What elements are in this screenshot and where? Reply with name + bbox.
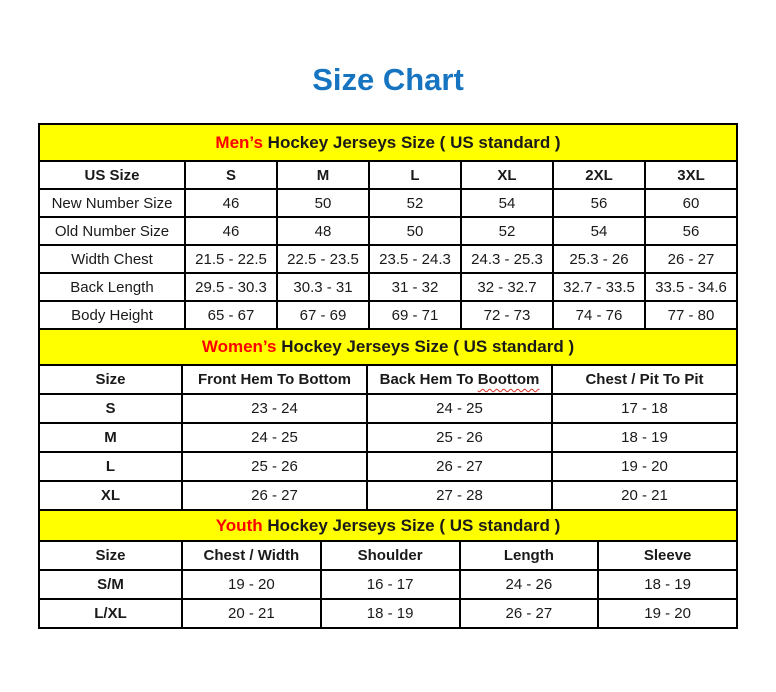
table-row [39,217,737,245]
table-cell: 48 [277,217,369,245]
column-header-cell: Length [460,541,599,570]
table-cell: 56 [553,189,645,217]
table-cell: 69 - 71 [369,301,461,329]
mens-banner-highlight: Men’s [215,133,263,152]
table-cell: L/XL [39,599,182,628]
table-cell: 32 - 32.7 [461,273,553,301]
column-header-cell: Front Hem To Bottom [182,365,367,394]
womens-section-banner [38,328,738,366]
table-cell: 50 [277,189,369,217]
table-cell: 65 - 67 [185,301,277,329]
table-row [39,245,737,273]
youth-banner-highlight: Youth [215,516,263,535]
table-cell: 19 - 20 [182,570,321,599]
table-cell: S/M [39,570,182,599]
table-cell: 24.3 - 25.3 [461,245,553,273]
table-row [39,452,737,481]
table-cell: Back Length [39,273,185,301]
table-cell: 46 [185,217,277,245]
column-header-cell: US Size [39,161,185,189]
table-cell: 24 - 26 [460,570,599,599]
table-cell: XL [39,481,182,510]
table-cell: 33.5 - 34.6 [645,273,737,301]
column-header-cell: Chest / Width [182,541,321,570]
womens-size-table [38,364,738,511]
table-cell: S [39,394,182,423]
table-cell: 30.3 - 31 [277,273,369,301]
column-header-cell: Size [39,365,182,394]
table-cell: 20 - 21 [182,599,321,628]
column-header-cell: S [185,161,277,189]
table-cell: Width Chest [39,245,185,273]
table-cell: 16 - 17 [321,570,460,599]
table-row [39,394,737,423]
table-cell: 26 - 27 [182,481,367,510]
table-cell: 27 - 28 [367,481,552,510]
table-cell: 18 - 19 [321,599,460,628]
table-cell: 31 - 32 [369,273,461,301]
table-cell: 21.5 - 22.5 [185,245,277,273]
column-header-cell: L [369,161,461,189]
table-header-row [39,365,737,394]
table-cell: 20 - 21 [552,481,737,510]
table-cell: 24 - 25 [182,423,367,452]
table-cell: 52 [461,217,553,245]
table-header-row [39,541,737,570]
table-cell: 54 [553,217,645,245]
table-cell: 22.5 - 23.5 [277,245,369,273]
column-header-cell: 3XL [645,161,737,189]
table-cell: 32.7 - 33.5 [553,273,645,301]
table-cell: 26 - 27 [460,599,599,628]
misspelled-word: Boottom [477,371,540,388]
column-header-cell: M [277,161,369,189]
table-cell: 24 - 25 [367,394,552,423]
table-cell: 26 - 27 [367,452,552,481]
column-header-cell: Sleeve [598,541,737,570]
table-cell: 26 - 27 [645,245,737,273]
table-cell: New Number Size [39,189,185,217]
table-row [39,599,737,628]
table-cell: 52 [369,189,461,217]
table-cell: 29.5 - 30.3 [185,273,277,301]
table-cell: 25 - 26 [367,423,552,452]
table-row [39,189,737,217]
table-cell: 67 - 69 [277,301,369,329]
table-cell: 18 - 19 [552,423,737,452]
column-header-cell: XL [461,161,553,189]
table-row [39,273,737,301]
table-cell: L [39,452,182,481]
table-cell: 56 [645,217,737,245]
table-cell: 74 - 76 [553,301,645,329]
table-header-row [39,161,737,189]
table-cell: 17 - 18 [552,394,737,423]
table-cell: 72 - 73 [461,301,553,329]
youth-section-banner [38,509,738,542]
womens-banner-text: Hockey Jerseys Size ( US standard ) [276,337,575,356]
table-cell: 77 - 80 [645,301,737,329]
table-row [39,481,737,510]
table-cell: 25 - 26 [182,452,367,481]
table-cell: 19 - 20 [552,452,737,481]
table-cell: 46 [185,189,277,217]
table-cell: M [39,423,182,452]
table-row [39,570,737,599]
youth-banner-text: Hockey Jerseys Size ( US standard ) [262,516,561,535]
mens-section-banner [38,123,738,162]
table-cell: 25.3 - 26 [553,245,645,273]
size-chart-tables [38,123,738,629]
table-cell: 50 [369,217,461,245]
column-header-cell: Size [39,541,182,570]
table-row [39,423,737,452]
table-cell: 23 - 24 [182,394,367,423]
mens-banner-text: Hockey Jerseys Size ( US standard ) [262,133,561,152]
table-cell: 23.5 - 24.3 [369,245,461,273]
youth-size-table [38,540,738,629]
table-cell: 60 [645,189,737,217]
table-cell: 19 - 20 [598,599,737,628]
column-header-cell: 2XL [553,161,645,189]
table-cell: Old Number Size [39,217,185,245]
table-cell: 54 [461,189,553,217]
table-cell: Body Height [39,301,185,329]
column-header-cell: Back Hem To Boottom [367,365,552,394]
womens-banner-highlight: Women’s [201,337,277,356]
column-header-cell: Shoulder [321,541,460,570]
table-cell: 18 - 19 [598,570,737,599]
column-header-cell: Chest / Pit To Pit [552,365,737,394]
mens-size-table [38,160,738,330]
table-row [39,301,737,329]
page-title: Size Chart [312,62,464,97]
